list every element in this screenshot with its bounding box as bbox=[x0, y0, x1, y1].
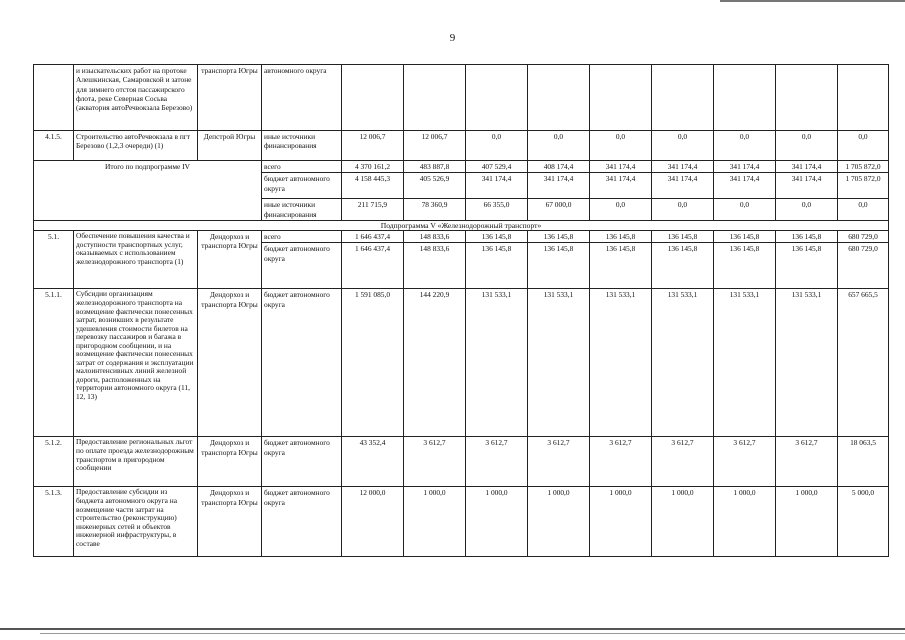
value-cell: 131 533,1 bbox=[528, 289, 590, 437]
value-cell: 0,0 bbox=[838, 131, 889, 161]
value-cell: 3 612,7 bbox=[466, 437, 528, 487]
table-row bbox=[34, 289, 889, 437]
subprogram-title: Подпрограмма V «Железнодорожный транспорт» bbox=[34, 220, 889, 230]
value-cell: 136 145,8 bbox=[714, 231, 776, 243]
table-row bbox=[34, 65, 889, 131]
value-cell: 1 000,0 bbox=[714, 487, 776, 557]
value-cell: 211 715,9 bbox=[342, 199, 404, 221]
value-cell: 341 174,4 bbox=[652, 173, 714, 199]
value-cell: 1 000,0 bbox=[528, 487, 590, 557]
row-number: 5.1.1. bbox=[34, 289, 74, 437]
value-cell: 3 612,7 bbox=[714, 437, 776, 487]
value-cell: 341 174,4 bbox=[466, 173, 528, 199]
value-cell: 148 833,6 bbox=[404, 231, 466, 243]
funding-source: бюджет автономного округа bbox=[262, 173, 342, 199]
value-cell: 0,0 bbox=[776, 199, 838, 221]
table-row bbox=[34, 231, 889, 243]
activity-name: Предоставление региональных льгот по оплате проезда железнодорожным транспортом в пригородном сообщении bbox=[74, 437, 198, 487]
value-cell: 136 145,8 bbox=[714, 243, 776, 289]
table-row bbox=[34, 131, 889, 161]
value-cell: 341 174,4 bbox=[776, 173, 838, 199]
executor: транспорта Югры bbox=[198, 65, 262, 131]
row-number bbox=[34, 65, 74, 131]
value-cell: 136 145,8 bbox=[528, 231, 590, 243]
value-cell: 341 174,4 bbox=[776, 161, 838, 173]
activity-name: Строительство автоРечвокзала в пгт Березово (1,2,3 очереди) (1) bbox=[74, 131, 198, 161]
activity-name: и изыскательских работ на протоке Алешкинская, Самаровской и затоне для зимнего отстоя пассажирского флота, реке Северная Сосьва (акватория автоРечвокзала Березово) bbox=[74, 65, 198, 131]
executor: Дендорхоз и транспорта Югры bbox=[198, 289, 262, 437]
table-row bbox=[34, 437, 889, 487]
value-cell: 3 612,7 bbox=[528, 437, 590, 487]
value-cell: 18 063,5 bbox=[838, 437, 889, 487]
value-cell: 144 220,9 bbox=[404, 289, 466, 437]
executor: Дендорхоз и транспорта Югры bbox=[198, 437, 262, 487]
value-cell: 0,0 bbox=[714, 199, 776, 221]
value-cell: 341 174,4 bbox=[590, 173, 652, 199]
value-cell: 136 145,8 bbox=[776, 231, 838, 243]
scan-edge-bottom bbox=[0, 628, 905, 630]
value-cell: 3 612,7 bbox=[404, 437, 466, 487]
value-cell: 66 355,0 bbox=[466, 199, 528, 221]
value-cell: 3 612,7 bbox=[776, 437, 838, 487]
page-number: 9 bbox=[449, 32, 456, 44]
value-cell: 0,0 bbox=[466, 131, 528, 161]
value-cell: 0,0 bbox=[652, 131, 714, 161]
value-cell: 3 612,7 bbox=[652, 437, 714, 487]
table-row bbox=[34, 487, 889, 557]
value-cell: 657 665,5 bbox=[838, 289, 889, 437]
value-cell: 1 591 085,0 bbox=[342, 289, 404, 437]
value-cell: 0,0 bbox=[528, 131, 590, 161]
value-cell: 136 145,8 bbox=[652, 243, 714, 289]
value-cell: 4 158 445,3 bbox=[342, 173, 404, 199]
activity-name: Предоставление субсидии из бюджета автономного округа на возмещение части затрат на строительство (реконструкцию) инженерных сетей и объектов инженерной инфраструктуры, в составе bbox=[74, 487, 198, 557]
value-cell: 1 000,0 bbox=[590, 487, 652, 557]
value-cell: 341 174,4 bbox=[528, 173, 590, 199]
row-number: 5.1.3. bbox=[34, 487, 74, 557]
value-cell: 1 000,0 bbox=[652, 487, 714, 557]
value-cell: 405 526,9 bbox=[404, 173, 466, 199]
scan-edge-bottom-secondary bbox=[40, 633, 905, 634]
value-cell: 0,0 bbox=[776, 131, 838, 161]
value-cell: 0,0 bbox=[652, 199, 714, 221]
value-cell: 136 145,8 bbox=[652, 231, 714, 243]
scan-edge-top bbox=[720, 0, 905, 2]
subprogram-row bbox=[34, 220, 889, 230]
funding-source: иные источники финансирования bbox=[262, 199, 342, 221]
table-row bbox=[34, 161, 889, 173]
value-cell: 0,0 bbox=[838, 199, 889, 221]
activity-name: Обеспечение повышения качества и доступности транспортных услуг, оказываемых с использованием железнодорожного транспорта (1) bbox=[74, 231, 198, 289]
value-cell: 136 145,8 bbox=[528, 243, 590, 289]
row-number: 5.1. bbox=[34, 231, 74, 289]
value-cell: 136 145,8 bbox=[466, 243, 528, 289]
value-cell: 341 174,4 bbox=[714, 173, 776, 199]
value-cell: 1 705 872,0 bbox=[838, 173, 889, 199]
executor: Дендорхоз и транспорта Югры bbox=[198, 487, 262, 557]
funding-source: бюджет автономного округа bbox=[262, 289, 342, 437]
value-cell: 131 533,1 bbox=[776, 289, 838, 437]
funding-source: автономного округа bbox=[262, 65, 342, 131]
funding-source: всего bbox=[262, 231, 342, 243]
funding-source: бюджет автономного округа bbox=[262, 243, 342, 289]
value-cell: 12 006,7 bbox=[342, 131, 404, 161]
value-cell: 680 729,0 bbox=[838, 243, 889, 289]
value-cell: 131 533,1 bbox=[466, 289, 528, 437]
value-cell: 136 145,8 bbox=[590, 243, 652, 289]
budget-table bbox=[33, 64, 889, 557]
value-cell: 341 174,4 bbox=[590, 161, 652, 173]
value-cell: 0,0 bbox=[590, 131, 652, 161]
value-cell: 148 833,6 bbox=[404, 243, 466, 289]
value-cell: 1 646 437,4 bbox=[342, 231, 404, 243]
value-cell: 78 360,9 bbox=[404, 199, 466, 221]
row-number: 5.1.2. bbox=[34, 437, 74, 487]
executor: Дендорхоз и транспорта Югры bbox=[198, 231, 262, 289]
value-cell: 131 533,1 bbox=[652, 289, 714, 437]
value-cell: 0,0 bbox=[590, 199, 652, 221]
value-cell: 136 145,8 bbox=[590, 231, 652, 243]
value-cell: 1 705 872,0 bbox=[838, 161, 889, 173]
funding-source: бюджет автономного округа bbox=[262, 487, 342, 557]
value-cell: 408 174,4 bbox=[528, 161, 590, 173]
value-cell: 12 000,0 bbox=[342, 487, 404, 557]
executor: Депстрой Югры bbox=[198, 131, 262, 161]
value-cell: 680 729,0 bbox=[838, 231, 889, 243]
value-cell: 136 145,8 bbox=[466, 231, 528, 243]
subtotal-label: Итого по подпрограмме IV bbox=[34, 161, 262, 221]
value-cell: 3 612,7 bbox=[590, 437, 652, 487]
value-cell: 1 000,0 bbox=[776, 487, 838, 557]
value-cell: 136 145,8 bbox=[776, 243, 838, 289]
row-number: 4.1.5. bbox=[34, 131, 74, 161]
value-cell: 407 529,4 bbox=[466, 161, 528, 173]
value-cell: 341 174,4 bbox=[714, 161, 776, 173]
value-cell: 43 352,4 bbox=[342, 437, 404, 487]
funding-source: иные источники финансирования bbox=[262, 131, 342, 161]
funding-source: всего bbox=[262, 161, 342, 173]
value-cell: 341 174,4 bbox=[652, 161, 714, 173]
value-cell: 4 370 161,2 bbox=[342, 161, 404, 173]
value-cell: 67 000,0 bbox=[528, 199, 590, 221]
value-cell: 1 000,0 bbox=[404, 487, 466, 557]
activity-name: Субсидии организациям железнодорожного транспорта на возмещение фактически понесенных затрат, возникших в результате удешевления стоимости билетов на перевозку пассажиров и багажа в пригородном сообщении, и на возмещение фактически понесенных затрат от содержания и эксплуатации малоинтенсивных линий железной дороги, расположенных на территории автономного округа (11, 12, 13) bbox=[74, 289, 198, 437]
value-cell: 1 000,0 bbox=[466, 487, 528, 557]
value-cell: 131 533,1 bbox=[590, 289, 652, 437]
value-cell: 483 887,8 bbox=[404, 161, 466, 173]
value-cell: 12 006,7 bbox=[404, 131, 466, 161]
value-cell: 1 646 437,4 bbox=[342, 243, 404, 289]
value-cell: 5 000,0 bbox=[838, 487, 889, 557]
value-cell: 131 533,1 bbox=[714, 289, 776, 437]
funding-source: бюджет автономного округа bbox=[262, 437, 342, 487]
value-cell: 0,0 bbox=[714, 131, 776, 161]
